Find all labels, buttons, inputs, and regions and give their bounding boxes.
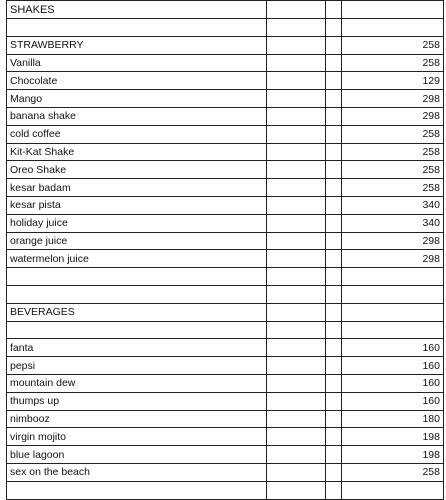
item-name: virgin mojito (7, 428, 267, 446)
section-title: BEVERAGES (7, 303, 267, 321)
item-price: 198 (342, 446, 444, 464)
item-price: 298 (342, 250, 444, 268)
menu-row (7, 179, 444, 197)
item-price: 258 (342, 463, 444, 481)
item-price: 298 (342, 90, 444, 108)
section-title: SHAKES (7, 1, 267, 19)
menu-row (7, 107, 444, 125)
menu-row (7, 410, 444, 428)
item-price: 160 (342, 392, 444, 410)
blank-row (7, 19, 444, 37)
item-price: 258 (342, 54, 444, 72)
item-name: cold coffee (7, 125, 267, 143)
item-name: nimbooz (7, 410, 267, 428)
menu-row (7, 357, 444, 375)
section-header-shakes (7, 1, 444, 19)
item-price: 180 (342, 410, 444, 428)
menu-row (7, 446, 444, 464)
item-price: 160 (342, 357, 444, 375)
blank-row (7, 321, 444, 339)
menu-row (7, 392, 444, 410)
item-name: Oreo Shake (7, 161, 267, 179)
menu-row (7, 125, 444, 143)
menu-row (7, 214, 444, 232)
item-name: Mango (7, 90, 267, 108)
item-name: holiday juice (7, 214, 267, 232)
item-name: kesar badam (7, 179, 267, 197)
section-header-beverages (7, 303, 444, 321)
menu-row (7, 36, 444, 54)
item-price: 298 (342, 232, 444, 250)
menu-table (6, 0, 444, 500)
item-price: 129 (342, 72, 444, 90)
item-name: blue lagoon (7, 446, 267, 464)
item-price: 298 (342, 107, 444, 125)
menu-row (7, 72, 444, 90)
item-name: fanta (7, 339, 267, 357)
item-price: 258 (342, 36, 444, 54)
item-price: 198 (342, 428, 444, 446)
item-price: 258 (342, 161, 444, 179)
menu-row (7, 250, 444, 268)
menu-row (7, 339, 444, 357)
item-name: STRAWBERRY (7, 36, 267, 54)
menu-row (7, 196, 444, 214)
item-name: Vanilla (7, 54, 267, 72)
menu-row (7, 463, 444, 481)
item-name: sex on the beach (7, 463, 267, 481)
blank-row (7, 268, 444, 286)
item-name: mountain dew (7, 374, 267, 392)
item-name: orange juice (7, 232, 267, 250)
menu-row (7, 428, 444, 446)
item-name: thumps up (7, 392, 267, 410)
item-price: 160 (342, 374, 444, 392)
menu-row (7, 90, 444, 108)
blank-row (7, 285, 444, 303)
item-price: 258 (342, 179, 444, 197)
item-name: kesar pista (7, 196, 267, 214)
item-name: Kit-Kat Shake (7, 143, 267, 161)
item-name: pepsi (7, 357, 267, 375)
item-name: watermelon juice (7, 250, 267, 268)
menu-row (7, 161, 444, 179)
item-price: 258 (342, 143, 444, 161)
item-price: 340 (342, 214, 444, 232)
menu-row (7, 374, 444, 392)
item-price: 258 (342, 125, 444, 143)
item-name: Chocolate (7, 72, 267, 90)
item-price: 340 (342, 196, 444, 214)
menu-row (7, 54, 444, 72)
menu-row (7, 143, 444, 161)
item-price: 160 (342, 339, 444, 357)
item-name: banana shake (7, 107, 267, 125)
blank-row (7, 481, 444, 499)
menu-row (7, 232, 444, 250)
